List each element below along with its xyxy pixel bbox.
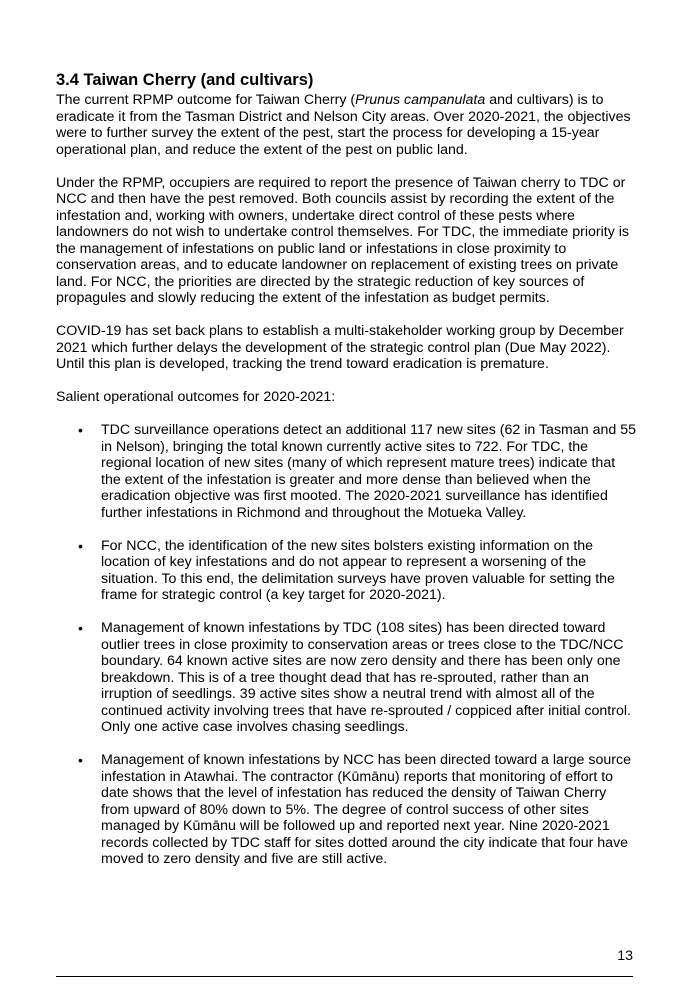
list-item: [56, 620, 638, 736]
species-name: Prunus campanulata: [355, 92, 486, 108]
paragraph-obligations: Under the RPMP, occupiers are required to report the presence of Taiwan cherry to TDC or NCC and then have the pest removed. Both councils assist by recording the extent of the infestation and, working with owners, undertake direct control of these pests where landowners do not wish to undertake control themselves. For TDC, the immediate priority is the management of infestations on public land or infestations in close proximity to conservation areas, and to educate landowner on replacement of existing trees on private land. For NCC, the priorities are directed by the strategic reduction of key sources of propagules and slowly reducing the extent of the infestation as budget permits.: [56, 174, 630, 306]
footer-divider: [56, 976, 633, 977]
list-item: [56, 538, 638, 604]
list-item: [56, 752, 638, 868]
list-item-text: Management of known infestations by TDC (108 sites) has been directed toward outlier trees in close proximity to conservation areas or trees close to the TDC/NCC boundary. 64 known active sites are now zero density and there has been only one breakdown. This is of a tree thought dead that has re-sprouted, rather than an irruption of seedlings. 39 active sites show a neutral trend with almost all of the continued activity involving trees that have re-sprouted / coppiced after initial control. Only one active case involves chasing seedlings.: [101, 620, 631, 735]
list-item-text: TDC surveillance operations detect an additional 117 new sites (62 in Tasman and 55 in Nelson), bringing the total known currently active sites to 722. For TDC, the regional location of new sites (many of which represent mature trees) indicate that the extent of the infestation is greater and more dense than believed when the eradication objective was first mooted. The 2020-2021 surveillance has identified further infestations in Richmond and throughout the Motueka Valley.: [101, 422, 636, 521]
bullet-icon: •: [78, 752, 83, 768]
list-item-text: Management of known infestations by NCC has been directed toward a large source infestation in Atawhai. The contractor (Kūmānu) reports that monitoring of effort to date shows that the level of infestation has reduced the density of Taiwan Cherry from upward of 80% down to 5%. The degree of control success of other sites managed by Kūmānu will be followed up and reported next year. Nine 2020-2021 records collected by TDC staff for sites dotted around the city indicate that four have moved to zero density and five are still active.: [101, 752, 631, 867]
bullet-icon: •: [78, 537, 83, 554]
bullet-icon: •: [78, 620, 83, 636]
list-item: [56, 422, 638, 521]
page-number: 13: [617, 948, 633, 964]
intro-paragraph: [56, 92, 638, 158]
outcomes-list: [56, 422, 638, 868]
document-body: [56, 70, 638, 884]
paragraph-covid: COVID-19 has set back plans to establish a multi-stakeholder working group by December 2021 which further delays the development of the strategic control plan (Due May 2022). Until this plan is developed, tracking the trend toward eradication is premature.: [56, 323, 624, 372]
list-item-text: For NCC, the identification of the new sites bolsters existing information on the location of key infestations and do not appear to represent a worsening of the situation. To this end, the delimitation surveys have proven valuable for setting the frame for strategic control (a key target for 2020-2021).: [101, 537, 615, 603]
intro-text-after: and cultivars) is to eradicate it from the Tasman District and Nelson City areas. Over 2020-2021, the objectives were to further survey the extent of the pest, start the process for developing a 15-year operational plan, and reduce the extent of the pest on public land.: [56, 92, 631, 158]
intro-text-before: The current RPMP outcome for Taiwan Cherry (: [56, 92, 356, 108]
bullet-icon: •: [78, 422, 83, 438]
outcomes-intro: Salient operational outcomes for 2020-2021:: [56, 389, 336, 405]
section-heading: 3.4 Taiwan Cherry (and cultivars): [56, 71, 314, 89]
